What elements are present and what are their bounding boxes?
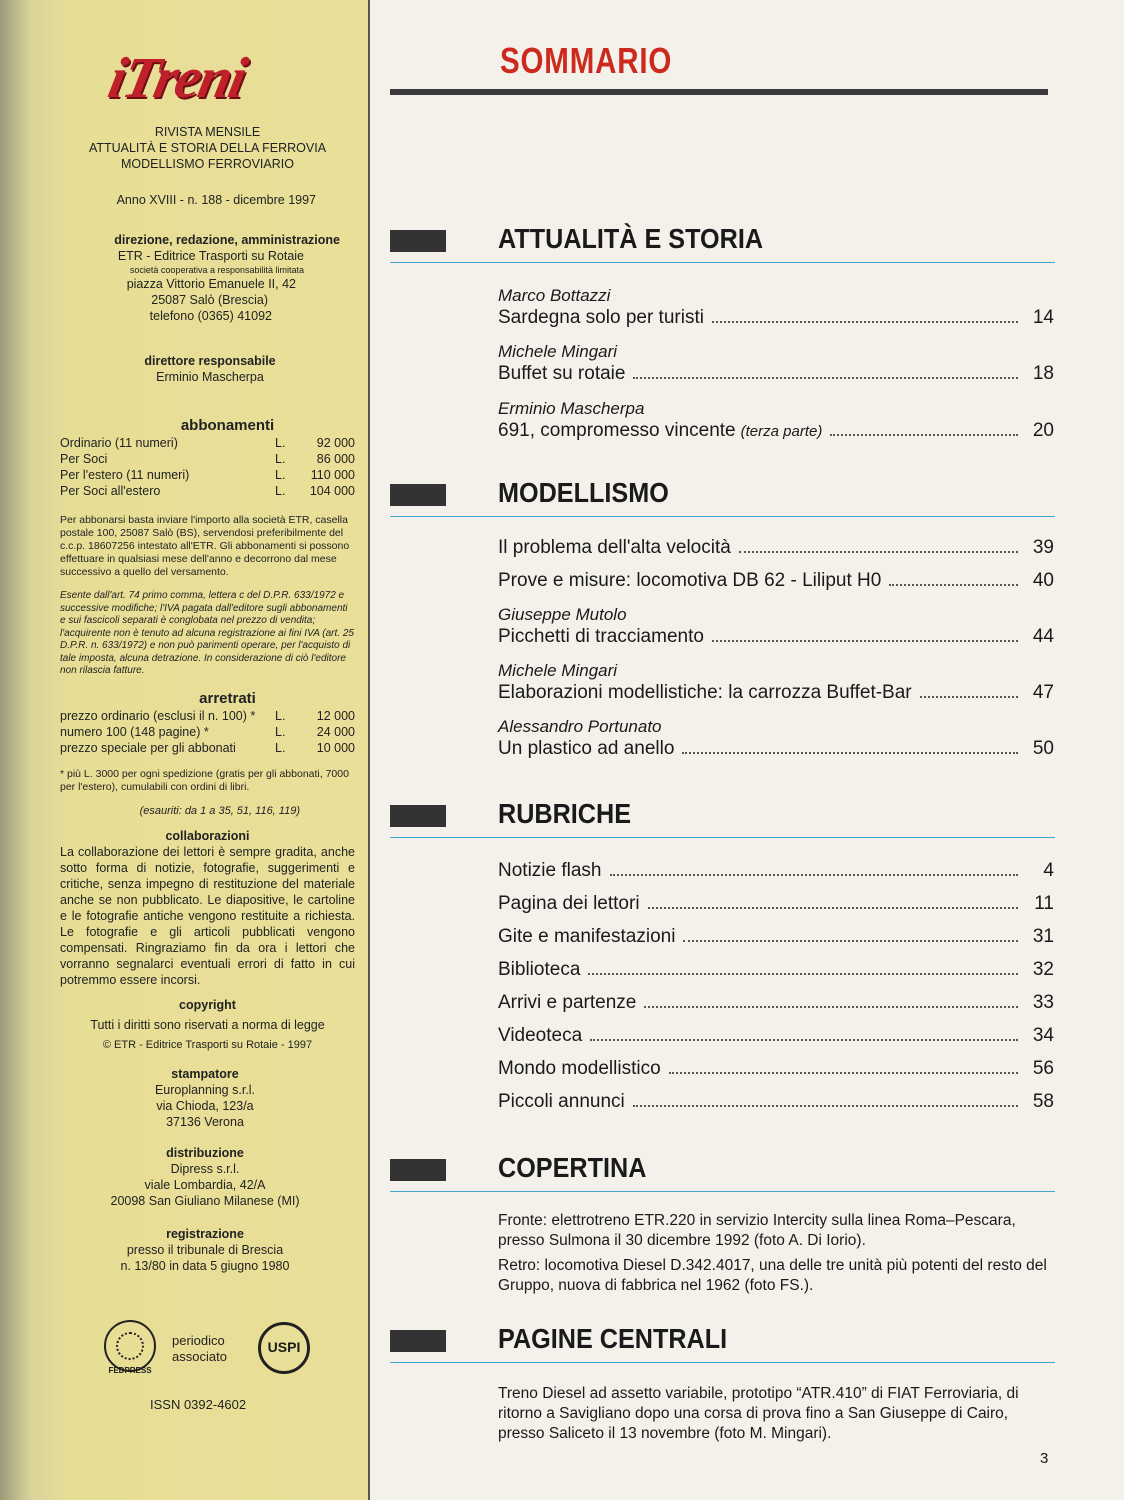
toc-entry[interactable] [498,286,1054,330]
toc-entry[interactable] [498,1057,1054,1081]
section-rule [390,516,1055,517]
entry-page: 40 [1032,570,1054,591]
admin-title: direzione, redazione, amministrazione [114,233,340,247]
printer-line: via Chioda, 123/a [156,1099,254,1113]
entry-page: 11 [1034,893,1054,914]
registration-title: registrazione [166,1227,244,1241]
price-row: numero 100 (148 pagine) * L. 24 000 [60,725,355,739]
admin-line: 25087 Salò (Brescia) [151,293,268,307]
subscriptions-note: Per abbonarsi basta inviare l'importo alla società ETR, casella postale 100, 25087 Salò (BS), servendosi preferibilmente del c.c.p. 18607256 intestato all'ETR. Gli abbonamenti si possono effettuare in qualsiasi mese dell'anno e decorrono dal mese successivo a quello del versamento. [60,514,350,578]
collaboration-block [60,828,355,988]
printer-title: stampatore [171,1067,239,1081]
subtitle-line: ATTUALITÀ E STORIA DELLA FERROVIA [88,141,327,155]
section-marker [390,1330,446,1352]
back-issues-note: * più L. 3000 per ogni spedizione (gratis per gli abbonati, 7000 per l'estero), cumulabili con ordini di libri. [60,768,349,793]
magazine-logo [103,45,300,110]
entry-title: Elaborazioni modellistiche: la carrozza Buffet-Bar [498,682,912,703]
entry-author: Michele Mingari [498,342,618,361]
section-header-rubriche [390,797,1055,841]
section-marker [390,805,446,827]
director-title: direttore responsabile [144,354,276,368]
copyright-block [60,997,355,1053]
entry-title: Picchetti di tracciamento [498,626,704,647]
tax-note: Esente dall'art. 74 primo comma, lettera c del D.P.R. 633/1972 e successive modifiche; l'IVA pagata dall'editore sugli abbonamenti e sui fascicoli separati è conglobata nel prezzo di vendita; l'acquirente non è tenuto ad alcuna registrazione ai fini IVA (art. 25 D.P.R. n. 633/1972) e non può parimenti operare, per l'acquisto di tale imposta, alcuna detrazione. In considerazione di ciò l'editore non rilascia fatture. [60,590,354,676]
entry-title: 691, compromesso vincente [498,420,736,441]
logo-text: iTreni [103,45,252,110]
distribution-title: distribuzione [166,1146,244,1160]
entry-title: Il problema dell'alta velocità [498,537,731,558]
entry-title: Piccoli annunci [498,1091,625,1112]
entry-page: 34 [1032,1025,1054,1046]
distribution-line: 20098 San Giuliano Milanese (MI) [110,1194,300,1208]
section-header-modellismo [390,476,1055,520]
associated-line: periodico [172,1333,225,1348]
entry-title: Videoteca [498,1025,583,1046]
section-rule [390,1191,1055,1192]
entry-page: 58 [1032,1091,1054,1112]
entry-author: Alessandro Portunato [498,717,662,736]
section-title: RUBRICHE [498,798,632,829]
subscriptions-block [60,417,355,499]
entry-title: Buffet su rotaie [498,363,626,384]
issue-info: Anno XVIII - n. 188 - dicembre 1997 [116,193,316,207]
subtitle-line: MODELLISMO FERROVIARIO [121,157,294,171]
section-header-attualita [390,222,1055,266]
back-issues-block [60,690,355,756]
admin-line: ETR - Editrice Trasporti su Rotaie [117,249,304,263]
entry-page: 47 [1032,682,1054,703]
fedpress-label: FEDPRESS [108,1366,152,1375]
printer-line: 37136 Verona [166,1115,244,1129]
admin-line: società cooperativa a responsabilità limitata [129,265,304,275]
price-row: Per Soci all'estero L. 104 000 [60,484,355,498]
distribution-line: Dipress s.r.l. [170,1162,240,1176]
entry-page: 44 [1032,626,1054,647]
copyright-title: copyright [179,998,236,1012]
collaboration-title: collaborazioni [165,829,250,843]
subtitle-line: RIVISTA MENSILE [154,125,261,139]
uspi-emblem-icon [258,1322,310,1374]
entry-page: 39 [1032,537,1054,558]
associated-line: associato [172,1349,227,1364]
toc-entry[interactable] [498,958,1054,982]
toc-entry[interactable] [498,1090,1054,1114]
entry-page: 50 [1032,738,1054,759]
admin-line: piazza Vittorio Emanuele II, 42 [126,277,296,291]
entry-author: Michele Mingari [498,661,618,680]
entry-title: Notizie flash [498,860,602,881]
section-title: PAGINE CENTRALI [498,1323,728,1354]
magazine-subtitle [60,124,355,172]
toc-entry[interactable] [498,1024,1054,1048]
registration-line: n. 13/80 in data 5 giugno 1980 [120,1259,290,1273]
entry-title: Mondo modellistico [498,1058,661,1079]
section-header-copertina [390,1151,1055,1195]
entry-title: Un plastico ad anello [498,738,675,759]
section-marker [390,1159,446,1181]
cover-front-caption: Fronte: elettrotreno ETR.220 in servizio Intercity sulla linea Roma–Pescara, presso Sulmona il 30 dicembre 1992 (foto A. Di Iorio). [498,1212,1016,1249]
entry-author: Erminio Mascherpa [498,399,645,418]
entry-page: 14 [1032,307,1054,328]
price-row: Per Soci L. 86 000 [60,452,355,466]
price-row: prezzo ordinario (esclusi il n. 100) * L. 12 000 [60,709,355,723]
price-row: Per l'estero (11 numeri) L. 110 000 [60,468,355,482]
printer-block [60,1066,350,1130]
distribution-block [60,1145,350,1209]
director-block [60,353,360,385]
issn: ISSN 0392-4602 [150,1397,247,1412]
section-marker [390,484,446,506]
title-rule [390,89,1048,95]
entry-subtitle: (terza parte) [740,423,823,440]
section-title: MODELLISMO [498,477,669,508]
toc-entry[interactable] [498,536,1054,560]
section-title: ATTUALITÀ E STORIA [498,223,764,254]
entry-title: Arrivi e partenze [498,992,637,1013]
table-of-contents [390,0,1060,1500]
entry-page: 33 [1032,992,1054,1013]
section-rule [390,837,1055,838]
page-number: 3 [1040,1450,1049,1467]
distribution-line: viale Lombardia, 42/A [144,1178,266,1192]
toc-entry[interactable] [498,892,1054,916]
entry-title: Prove e misure: locomotiva DB 62 - Liliput H0 [498,570,882,591]
registration-line: presso il tribunale di Brescia [126,1243,284,1257]
toc-entry[interactable] [498,925,1054,949]
admin-block [40,232,340,324]
entry-author: Marco Bottazzi [498,286,611,305]
entry-page: 4 [1043,860,1054,881]
toc-entry[interactable] [498,342,1054,386]
entry-title: Sardegna solo per turisti [498,307,704,328]
page-title: SOMMARIO [500,40,673,81]
centerfold-caption: Treno Diesel ad assetto variabile, prototipo “ATR.410” di FIAT Ferroviaria, di ritorno a Savigliano dopo una corsa di prova fino a San Giuseppe di Cairo, presso Saliceto il 13 novembre (foto M. Mingari). [498,1385,1019,1442]
subscriptions-title: abbonamenti [180,417,275,434]
toc-entry[interactable] [498,991,1054,1015]
entry-page: 32 [1032,959,1054,980]
section-title: COPERTINA [498,1152,647,1183]
back-issues-exhausted: (esauriti: da 1 a 35, 51, 116, 119) [139,805,300,817]
toc-entry[interactable] [498,399,1054,444]
collaboration-text: La collaborazione dei lettori è sempre gradita, anche sotto forma di notizie, fotografie, suggerimenti e critiche, senza impegno di restituzione del materiale anche se non pubblicato. Le diapositive, le cartoline e le fotografie antiche vengono restituite a richiesta. Le fotografie e gli articoli pubblicati vengono compensati. Ringraziamo fin da ora i lettori che vorranno segnalarci eventuali errori di fatto in cui potremmo essere incorsi. [60,845,355,987]
toc-entry[interactable] [498,717,1054,761]
entry-page: 20 [1032,420,1054,441]
registration-block [60,1226,350,1274]
uspi-label: USPI [267,1339,301,1355]
section-marker [390,230,446,252]
fedpress-emblem-icon [104,1320,156,1372]
toc-entry[interactable] [498,661,1054,705]
toc-entry[interactable] [498,605,1054,649]
associated-label [172,1333,252,1365]
section-header-pagine-centrali [390,1322,1055,1366]
price-row: Ordinario (11 numeri) L. 92 000 [60,436,355,450]
cover-back-caption: Retro: locomotiva Diesel D.342.4017, una delle tre unità più potenti del resto del Gruppo, nuova di fabbrica nel 1962 (foto FS.). [498,1257,1047,1294]
toc-entry[interactable] [498,569,1054,593]
masthead-sidebar [0,0,370,1500]
section-rule [390,262,1055,263]
printer-line: Europlanning s.r.l. [154,1083,256,1097]
copyright-line: Tutti i diritti sono riservati a norma di legge [90,1018,325,1032]
entry-title: Gite e manifestazioni [498,926,676,947]
entry-page: 31 [1032,926,1054,947]
entry-author: Giuseppe Mutolo [498,605,627,624]
admin-line: telefono (0365) 41092 [149,309,272,323]
entry-title: Biblioteca [498,959,581,980]
back-issues-title: arretrati [199,690,256,707]
entry-page: 18 [1032,363,1054,384]
price-row: prezzo speciale per gli abbonati L. 10 000 [60,741,355,755]
entry-page: 56 [1032,1058,1054,1079]
section-rule [390,1362,1055,1363]
director-name: Erminio Mascherpa [156,370,264,384]
copyright-line: © ETR - Editrice Trasporti su Rotaie - 1997 [102,1039,313,1051]
toc-entry[interactable] [498,859,1054,883]
entry-title: Pagina dei lettori [498,893,640,914]
